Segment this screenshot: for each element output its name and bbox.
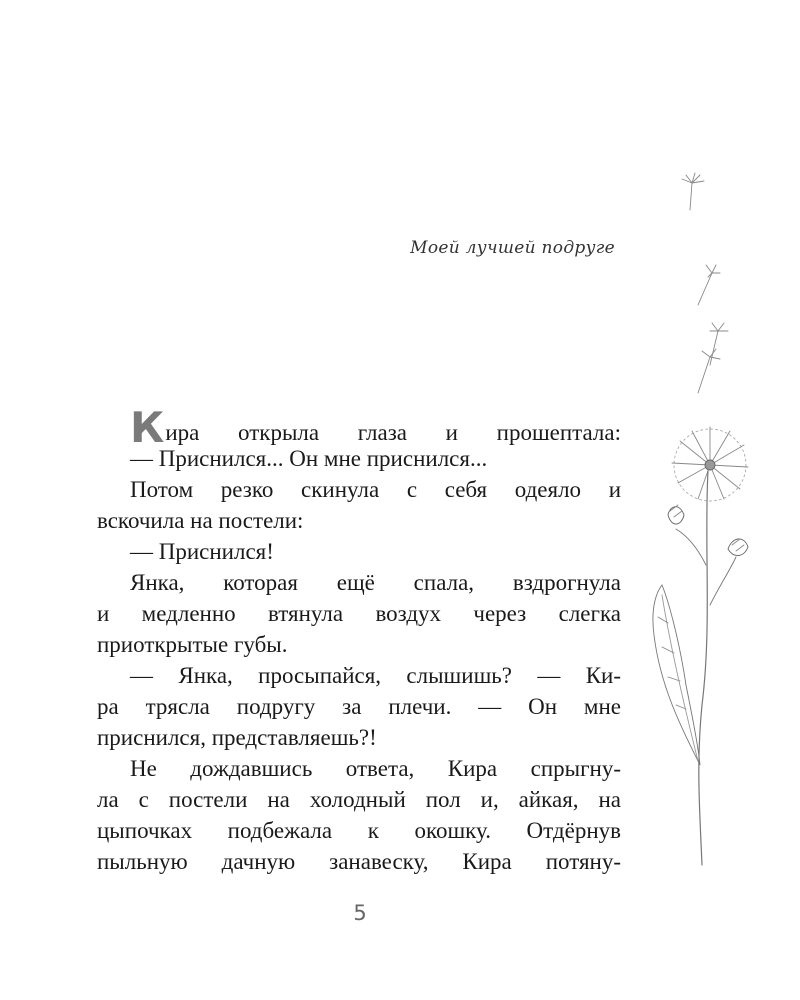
text-line: — Приснился... Он мне приснился... — [130, 446, 488, 471]
seed-icon — [698, 265, 720, 305]
text-line: — Приснился! — [130, 539, 274, 564]
text-line: Янка, которая ещё спала, вздрогнула — [130, 570, 621, 595]
drop-cap: К — [130, 403, 165, 452]
text-line: Потом резко скинула с себя одеяло и — [130, 477, 621, 502]
text-line: цыпочках подбежала к окошку. Отдёрнув — [97, 818, 621, 843]
text-line — [97, 403, 621, 452]
bud-icon — [668, 505, 684, 524]
text-line: приоткрытые губы. — [97, 632, 288, 657]
body-text — [97, 403, 621, 877]
dedication: Моей лучшей подруге — [410, 238, 615, 258]
text-line: ла с постели на холодный пол и, айкая, на — [97, 787, 621, 812]
text-line: вскочила на постели: — [97, 508, 304, 533]
text-line-content: ира открыла глаза и прошептала: — [165, 420, 621, 445]
seed-icon — [682, 173, 704, 210]
leaf-icon — [653, 585, 700, 765]
seed-icon — [698, 349, 720, 393]
text-line: ра трясла подругу за плечи. — Он мне — [97, 694, 621, 719]
text-line: — Янка, просыпайся, слышишь? — Ки- — [130, 663, 621, 688]
text-line: Не дождавшись ответа, Кира спрыгну- — [130, 756, 621, 781]
bud-icon — [728, 539, 748, 556]
page-number: 5 — [353, 901, 367, 925]
text-line: пыльную дачную занавеску, Кира потяну- — [97, 849, 621, 874]
text-line: приснился, представляешь?! — [97, 725, 377, 750]
seed-head-icon — [672, 427, 748, 501]
text-line: и медленно втянула воздух через слегка — [97, 601, 621, 626]
dandelion-illustration — [640, 165, 790, 885]
